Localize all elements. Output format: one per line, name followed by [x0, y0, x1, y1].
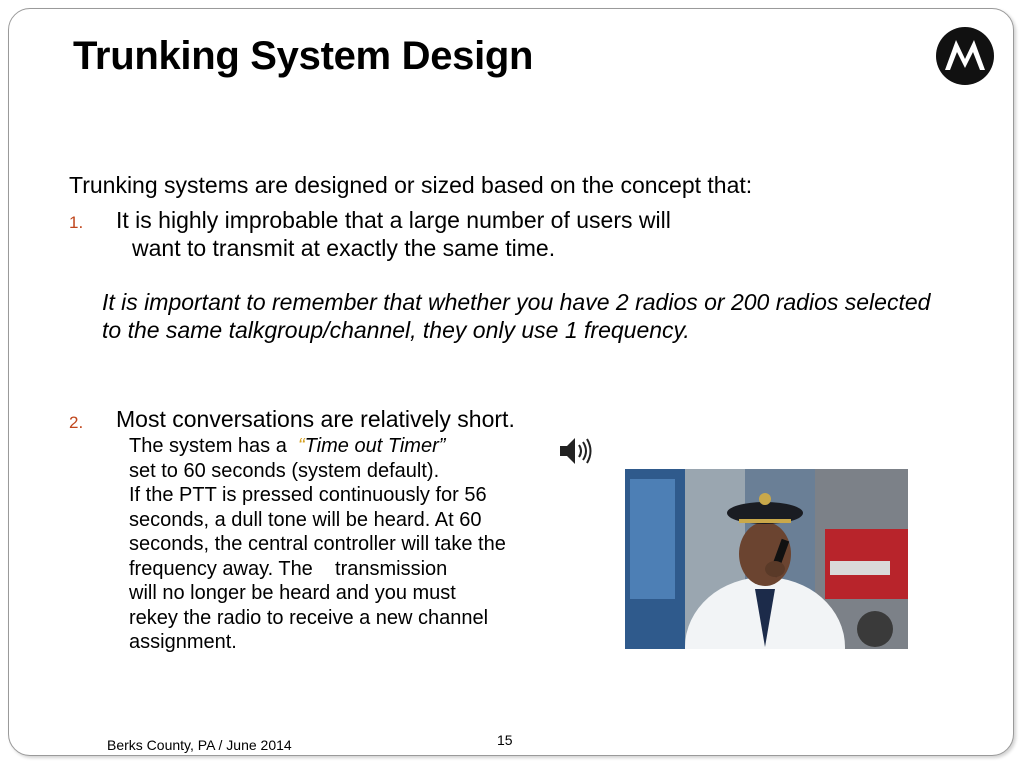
detail-line: If the PTT is pressed continuously for 56 — [129, 484, 487, 506]
speaker-icon[interactable] — [557, 434, 593, 468]
list-item-2-line1: Most conversations are relatively short. — [116, 406, 515, 432]
page-number: 15 — [497, 732, 513, 748]
list-number-1: 1. — [69, 213, 84, 232]
list-item-1-line2: want to transmit at exactly the same time. — [132, 235, 556, 261]
timer-name: Time out Timer” — [304, 435, 446, 457]
detail-line: will no longer be heard and you must — [129, 582, 456, 604]
detail-line-0 — [129, 434, 629, 459]
detail-line: frequency away. The transmission — [129, 557, 448, 580]
officer-radio-photo — [625, 469, 908, 649]
slide-title: Trunking System Design — [73, 34, 534, 78]
timer-detail — [129, 434, 629, 655]
detail-pre: The system has a — [129, 435, 287, 457]
list-item-1-line1: It is highly improbable that a large number of users will — [116, 207, 671, 233]
detail-line: rekey the radio to receive a new channel — [129, 606, 489, 629]
detail-line: set to 60 seconds (system default). — [129, 459, 440, 482]
detail-line: seconds, a dull tone will be heard. At 60 — [129, 508, 482, 531]
detail-line: seconds, the central controller will take the — [129, 533, 506, 555]
list-number-2: 2. — [69, 413, 84, 432]
intro-text: Trunking systems are designed or sized based on the concept that: — [69, 172, 753, 198]
quote-open: “ — [297, 435, 305, 457]
motorola-logo-icon — [935, 26, 995, 86]
detail-line: assignment. — [129, 631, 237, 653]
footer-text: Berks County, PA / June 2014 — [107, 737, 292, 753]
italic-note: It is important to remember that whether you have 2 radios or 200 radios selected to the same talkgroup/channel, they only use 1 frequency. — [102, 289, 931, 343]
